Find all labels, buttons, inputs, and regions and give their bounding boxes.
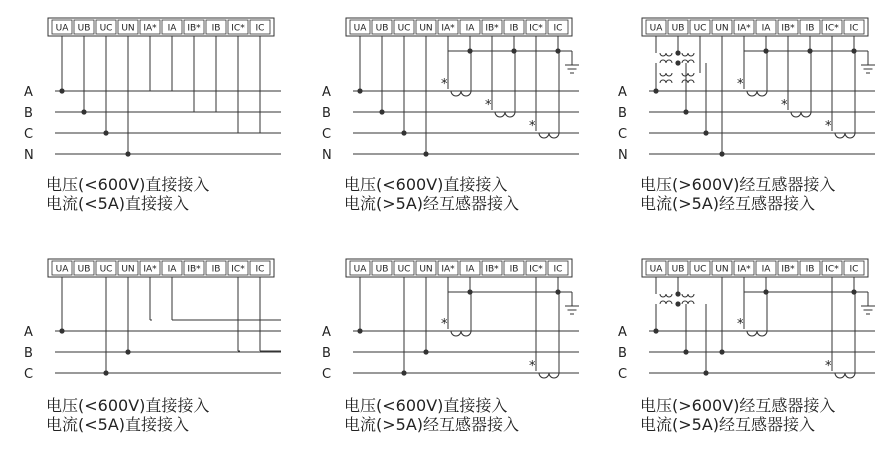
terminal-label: IB bbox=[805, 264, 815, 275]
pt-coil-secondary bbox=[682, 53, 694, 56]
junction-dot bbox=[763, 48, 768, 53]
phase-label: C bbox=[24, 367, 34, 382]
terminal-label: UA bbox=[55, 264, 69, 275]
terminal-block bbox=[642, 18, 868, 36]
phase-label: C bbox=[618, 367, 628, 382]
phase-label: B bbox=[24, 346, 33, 361]
terminal-label: IA* bbox=[441, 23, 455, 34]
terminal-label: IB bbox=[805, 23, 815, 34]
terminal-label: UA bbox=[55, 23, 69, 34]
terminal-label: UB bbox=[671, 23, 685, 34]
polarity-mark: * bbox=[441, 317, 448, 332]
terminal-label: UN bbox=[121, 264, 135, 275]
phase-lines bbox=[618, 325, 875, 382]
terminal-label: IA bbox=[167, 264, 177, 275]
terminal-label: IC bbox=[255, 264, 265, 275]
diagram-caption-current: 电流(>5A)经互感器接入 bbox=[640, 194, 816, 213]
junction-dot bbox=[763, 289, 768, 294]
polarity-mark: * bbox=[485, 98, 492, 113]
junction-dot bbox=[103, 370, 108, 375]
terminal-label: IA* bbox=[143, 264, 157, 275]
junction-dot bbox=[807, 48, 812, 53]
junction-dot bbox=[59, 328, 64, 333]
phase-lines bbox=[24, 85, 281, 163]
terminal-label: IA bbox=[465, 264, 475, 275]
polarity-mark: * bbox=[441, 77, 448, 92]
junction-dot bbox=[125, 349, 130, 354]
terminal-label: IB* bbox=[781, 23, 795, 34]
pt-coil-primary bbox=[660, 301, 672, 304]
junction-dot bbox=[675, 301, 680, 306]
ct-coil bbox=[495, 112, 515, 117]
phase-label: B bbox=[24, 106, 33, 121]
pt-coil-secondary bbox=[682, 73, 694, 76]
junction-dot bbox=[719, 151, 724, 156]
phase-label: B bbox=[618, 346, 627, 361]
junction-dot bbox=[683, 109, 688, 114]
diagram-caption-voltage: 电压(>600V)经互感器接入 bbox=[640, 396, 836, 415]
terminal-label: IB bbox=[509, 264, 519, 275]
polarity-mark: * bbox=[825, 119, 832, 134]
wiring-diagram-d4 bbox=[24, 259, 281, 434]
pt-coil-secondary bbox=[682, 294, 694, 297]
phase-label: B bbox=[618, 106, 627, 121]
terminal-label: UB bbox=[77, 264, 91, 275]
terminal-label: UN bbox=[419, 23, 433, 34]
diagram-caption-voltage: 电压(<600V)直接接入 bbox=[46, 396, 210, 415]
pt-coil-primary bbox=[682, 80, 694, 83]
terminal-label: UC bbox=[397, 23, 411, 34]
wiring-diagram-d6 bbox=[618, 259, 875, 434]
terminal-label: IC bbox=[849, 264, 859, 275]
terminal-label: IB bbox=[211, 264, 221, 275]
junction-dot bbox=[59, 88, 64, 93]
diagram-caption-voltage: 电压(>600V)经互感器接入 bbox=[640, 175, 836, 194]
junction-dot bbox=[125, 151, 130, 156]
junction-dot bbox=[675, 60, 680, 65]
terminal-label: UN bbox=[121, 23, 135, 34]
pt-coil-secondary bbox=[660, 53, 672, 56]
junction-dot bbox=[703, 370, 708, 375]
diagram-caption-current: 电流(>5A)经互感器接入 bbox=[344, 194, 520, 213]
terminal-label: IB bbox=[509, 23, 519, 34]
ct-coil bbox=[747, 91, 767, 96]
junction-dot bbox=[675, 50, 680, 55]
ct-coil bbox=[451, 91, 471, 96]
junction-dot bbox=[401, 370, 406, 375]
diagram-caption-current: 电流(>5A)经互感器接入 bbox=[344, 415, 520, 434]
diagram-caption-voltage: 电压(<600V)直接接入 bbox=[46, 175, 210, 194]
ct-coil bbox=[451, 331, 471, 336]
pt-coil-primary bbox=[660, 60, 672, 63]
ct-coil bbox=[539, 373, 559, 378]
terminal-label: IB* bbox=[187, 264, 201, 275]
phase-label: N bbox=[24, 148, 34, 163]
junction-dot bbox=[423, 349, 428, 354]
terminal-label: UB bbox=[375, 23, 389, 34]
terminal-block bbox=[346, 259, 572, 277]
terminal-label: IA* bbox=[441, 264, 455, 275]
terminal-label: IA bbox=[465, 23, 475, 34]
terminal-label: UC bbox=[397, 264, 411, 275]
ct-coil bbox=[791, 112, 811, 117]
phase-label: N bbox=[322, 148, 332, 163]
phase-label: C bbox=[618, 127, 628, 142]
phase-lines bbox=[322, 325, 579, 382]
terminal-label: UB bbox=[375, 264, 389, 275]
terminal-block bbox=[48, 259, 274, 277]
junction-dot bbox=[423, 151, 428, 156]
junction-dot bbox=[653, 328, 658, 333]
terminal-label: UA bbox=[649, 264, 663, 275]
terminal-label: UN bbox=[715, 23, 729, 34]
terminal-label: IC bbox=[849, 23, 859, 34]
terminal-label: IC* bbox=[529, 264, 543, 275]
terminal-label: UB bbox=[77, 23, 91, 34]
connections bbox=[653, 277, 875, 378]
phase-label: A bbox=[618, 325, 627, 340]
terminal-label: UC bbox=[693, 23, 707, 34]
terminal-label: IA* bbox=[143, 23, 157, 34]
phase-label: A bbox=[322, 85, 331, 100]
phase-label: C bbox=[24, 127, 34, 142]
junction-dot bbox=[81, 109, 86, 114]
terminal-label: IC* bbox=[529, 23, 543, 34]
junction-dot bbox=[357, 328, 362, 333]
polarity-mark: * bbox=[737, 317, 744, 332]
phase-label: B bbox=[322, 106, 331, 121]
junction-dot bbox=[467, 48, 472, 53]
wiring-diagram-d1 bbox=[24, 18, 281, 213]
pt-coil-secondary bbox=[660, 294, 672, 297]
wiring-diagram-d3 bbox=[618, 18, 875, 213]
pt-coil-primary bbox=[660, 80, 672, 83]
junction-dot bbox=[703, 130, 708, 135]
phase-label: A bbox=[618, 85, 627, 100]
junction-dot bbox=[467, 289, 472, 294]
phase-label: A bbox=[24, 325, 33, 340]
pt-coil-primary bbox=[682, 301, 694, 304]
connections bbox=[653, 36, 875, 157]
terminal-label: UA bbox=[353, 23, 367, 34]
phase-label: N bbox=[618, 148, 628, 163]
ct-coil bbox=[835, 133, 855, 138]
terminal-label: IA bbox=[167, 23, 177, 34]
wiring-diagram-d2 bbox=[322, 18, 579, 213]
terminal-label: UB bbox=[671, 264, 685, 275]
terminal-block bbox=[48, 18, 274, 36]
terminal-label: IB bbox=[211, 23, 221, 34]
wiring-diagram-d5 bbox=[322, 259, 579, 434]
terminal-label: UA bbox=[353, 264, 367, 275]
phase-label: A bbox=[24, 85, 33, 100]
phase-lines bbox=[24, 325, 281, 382]
phase-label: A bbox=[322, 325, 331, 340]
terminal-label: IB* bbox=[485, 23, 499, 34]
terminal-label: UC bbox=[693, 264, 707, 275]
junction-dot bbox=[683, 349, 688, 354]
connections bbox=[357, 277, 579, 378]
junction-dot bbox=[379, 109, 384, 114]
junction-dot bbox=[401, 130, 406, 135]
terminal-label: IB* bbox=[485, 264, 499, 275]
phase-label: C bbox=[322, 367, 332, 382]
terminal-label: IB* bbox=[187, 23, 201, 34]
terminal-label: IC bbox=[553, 23, 563, 34]
pt-coil-secondary bbox=[660, 73, 672, 76]
phase-lines bbox=[618, 85, 875, 163]
polarity-mark: * bbox=[781, 98, 788, 113]
polarity-mark: * bbox=[825, 359, 832, 374]
pt-coil-primary bbox=[682, 60, 694, 63]
polarity-mark: * bbox=[529, 359, 536, 374]
terminal-label: IA* bbox=[737, 264, 751, 275]
connections bbox=[59, 36, 260, 157]
ct-coil bbox=[539, 133, 559, 138]
diagram-caption-voltage: 电压(<600V)直接接入 bbox=[344, 396, 508, 415]
terminal-label: IC* bbox=[231, 264, 245, 275]
terminal-label: IC* bbox=[231, 23, 245, 34]
terminal-block bbox=[642, 259, 868, 277]
junction-dot bbox=[357, 88, 362, 93]
terminal-label: IA bbox=[761, 23, 771, 34]
connections bbox=[59, 277, 281, 376]
terminal-label: IC* bbox=[825, 264, 839, 275]
junction-dot bbox=[103, 130, 108, 135]
terminal-label: UC bbox=[99, 23, 113, 34]
connections bbox=[357, 36, 579, 157]
diagram-caption-current: 电流(<5A)直接接入 bbox=[46, 194, 190, 213]
phase-label: B bbox=[322, 346, 331, 361]
terminal-label: UC bbox=[99, 264, 113, 275]
ct-coil bbox=[835, 373, 855, 378]
ct-coil bbox=[747, 331, 767, 336]
junction-dot bbox=[511, 48, 516, 53]
polarity-mark: * bbox=[737, 77, 744, 92]
terminal-label: UN bbox=[715, 264, 729, 275]
terminal-label: IA bbox=[761, 264, 771, 275]
terminal-label: UN bbox=[419, 264, 433, 275]
terminal-label: IB* bbox=[781, 264, 795, 275]
terminal-label: IC bbox=[255, 23, 265, 34]
terminal-label: IC bbox=[553, 264, 563, 275]
phase-label: C bbox=[322, 127, 332, 142]
polarity-mark: * bbox=[529, 119, 536, 134]
junction-dot bbox=[653, 88, 658, 93]
phase-lines bbox=[322, 85, 579, 163]
terminal-label: IA* bbox=[737, 23, 751, 34]
junction-dot bbox=[719, 349, 724, 354]
junction-dot bbox=[675, 291, 680, 296]
diagram-caption-voltage: 电压(<600V)直接接入 bbox=[344, 175, 508, 194]
terminal-block bbox=[346, 18, 572, 36]
terminal-label: IC* bbox=[825, 23, 839, 34]
diagram-caption-current: 电流(>5A)经互感器接入 bbox=[640, 415, 816, 434]
terminal-label: UA bbox=[649, 23, 663, 34]
diagram-caption-current: 电流(<5A)直接接入 bbox=[46, 415, 190, 434]
